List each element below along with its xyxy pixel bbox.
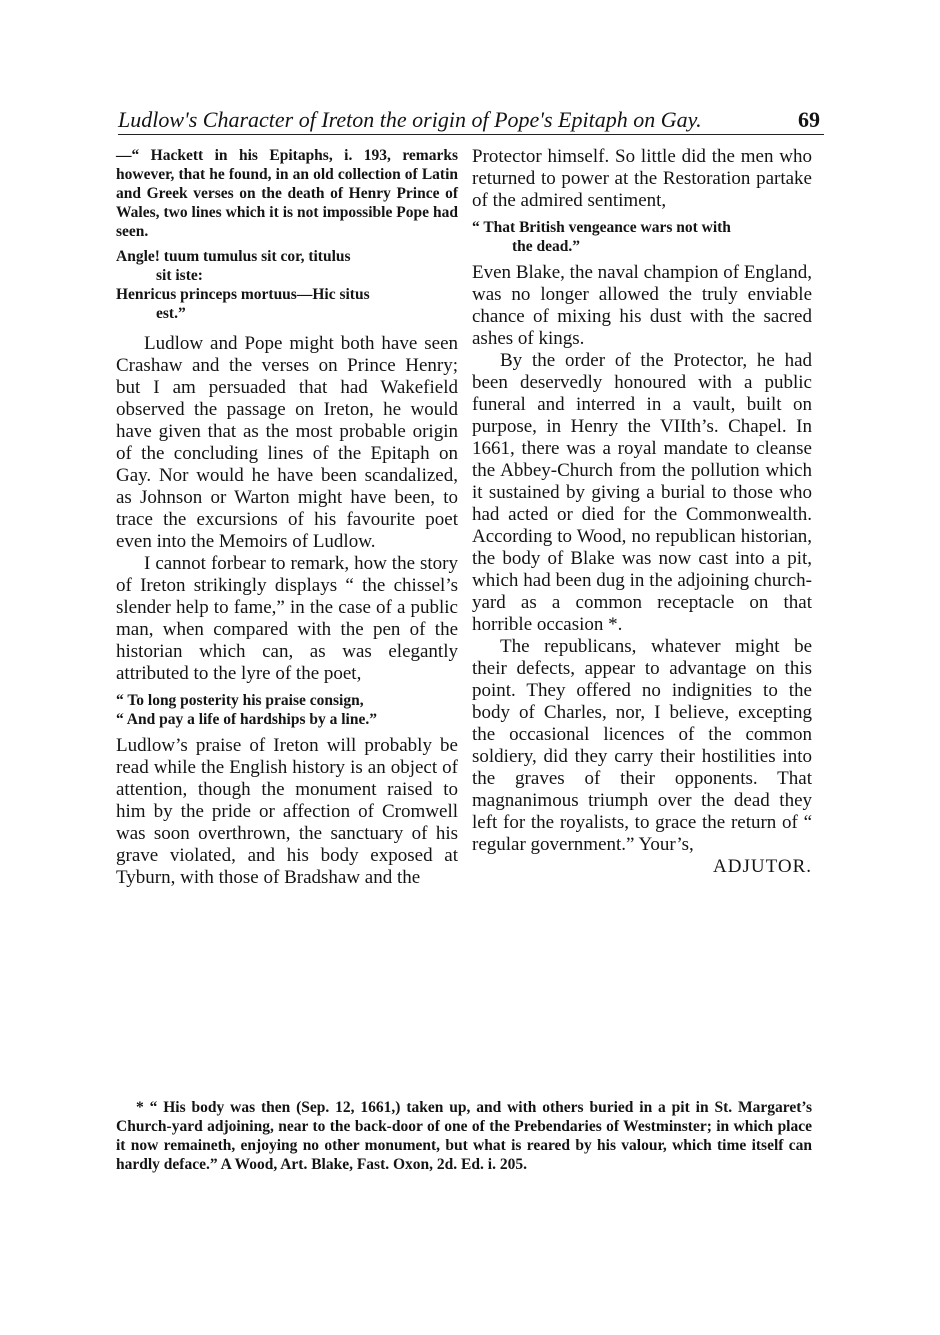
paragraph: Even Blake, the naval champion of England, was no longer allowed the truly enviable chance of mixing his dust with the sacred ashes of kings. (472, 262, 812, 349)
latin-verse-line: Henricus princeps mortuus—Hic situs (116, 286, 370, 303)
running-title: Ludlow's Character of Ireton the origin of Pope's Epitaph on Gay. (118, 107, 702, 132)
paragraph: By the order of the Protector, he had been deservedly honoured with a public funeral and interred in a vault, built on purpose, in Henry the VIIth’s. Chapel. In 1661, there was a royal mandate to cleanse the Abbey-Church from the pollution which it sustained by giving a burial to those who had acted or died for the Commonwealth. According to Wood, no republican historian, the body of Blake was now cast into a pit, which had been dug in the adjoining church-yard as a common receptacle on that horrible occasion *. (472, 350, 812, 635)
footnote: * “ His body was then (Sep. 12, 1661,) taken up, and with others buried in a pit in St. Margaret’s Church-yard adjoining, near to the back-door of one of the Prebendaries of Westminster; in which place it now remaineth, enjoying no other monument, but what is reared by his valour, which time itself can hardly deface.” A Wood, Art. Blake, Fast. Oxon, 2d. Ed. i. 205. (116, 1099, 812, 1173)
left-column (116, 146, 458, 889)
verse-line: the dead.” (512, 238, 581, 255)
latin-verse (116, 247, 458, 323)
paragraph: Ludlow’s praise of Ireton will probably be read while the English history is an object of attention, though the monument raised to him by the pride or affection of Cromwell was soon overthrown, the sanctuary of his grave violated, and his body exposed at Tyburn, with those of Bradshaw and the (116, 735, 458, 888)
quote-intro: —“ Hackett in his Epitaphs, i. 193, remarks however, that he found, in an old collection of Latin and Greek verses on the death of Henry Prince of Wales, two lines which it is not impossible Pope had seen. (116, 147, 458, 240)
couplet (116, 691, 458, 729)
verse-quote (472, 218, 812, 256)
signature: ADJUTOR. (713, 856, 812, 877)
running-header (118, 106, 824, 135)
couplet-line: “ To long posterity his praise consign, (116, 692, 364, 709)
latin-verse-line: sit iste: (156, 267, 203, 284)
paragraph: Protector himself. So little did the men who returned to power at the Restoration partake of the admired sentiment, (472, 146, 812, 211)
couplet-line: “ And pay a life of hardships by a line.” (116, 711, 377, 728)
page-number: 69 (798, 107, 820, 132)
paragraph: I cannot forbear to remark, how the story of Ireton strikingly displays “ the chissel’s slender help to fame,” in the case of a public man, when compared with the pen of the historian which can, as was elegantly attributed to the lyre of the poet, (116, 553, 458, 684)
paragraph: The republicans, whatever might be their defects, appear to advantage on this point. They offered no indignities to the body of Charles, nor, I believe, excepting the occasional licences of the common soldiery, did they carry their hostilities into the graves of their opponents. That magnanimous triumph over the dead they left for the royalists, to grace the return of “ regular government.” Your’s, (472, 636, 812, 855)
latin-verse-line: est.” (156, 305, 186, 322)
paragraph: Ludlow and Pope might both have seen Crashaw and the verses on Prince Henry; but I am persuaded that had Wakefield observed the passage on Ireton, he would have given that as the most probable origin of the concluding lines of the Epitaph on Gay. Nor would he have been scandalized, as Johnson or Warton might have been, to trace the excursions of his favourite poet even into the Memoirs of Ludlow. (116, 333, 458, 552)
verse-line: “ That British vengeance wars not with (472, 219, 731, 236)
right-column (472, 146, 812, 878)
latin-verse-line: Angle! tuum tumulus sit cor, titulus (116, 248, 351, 265)
